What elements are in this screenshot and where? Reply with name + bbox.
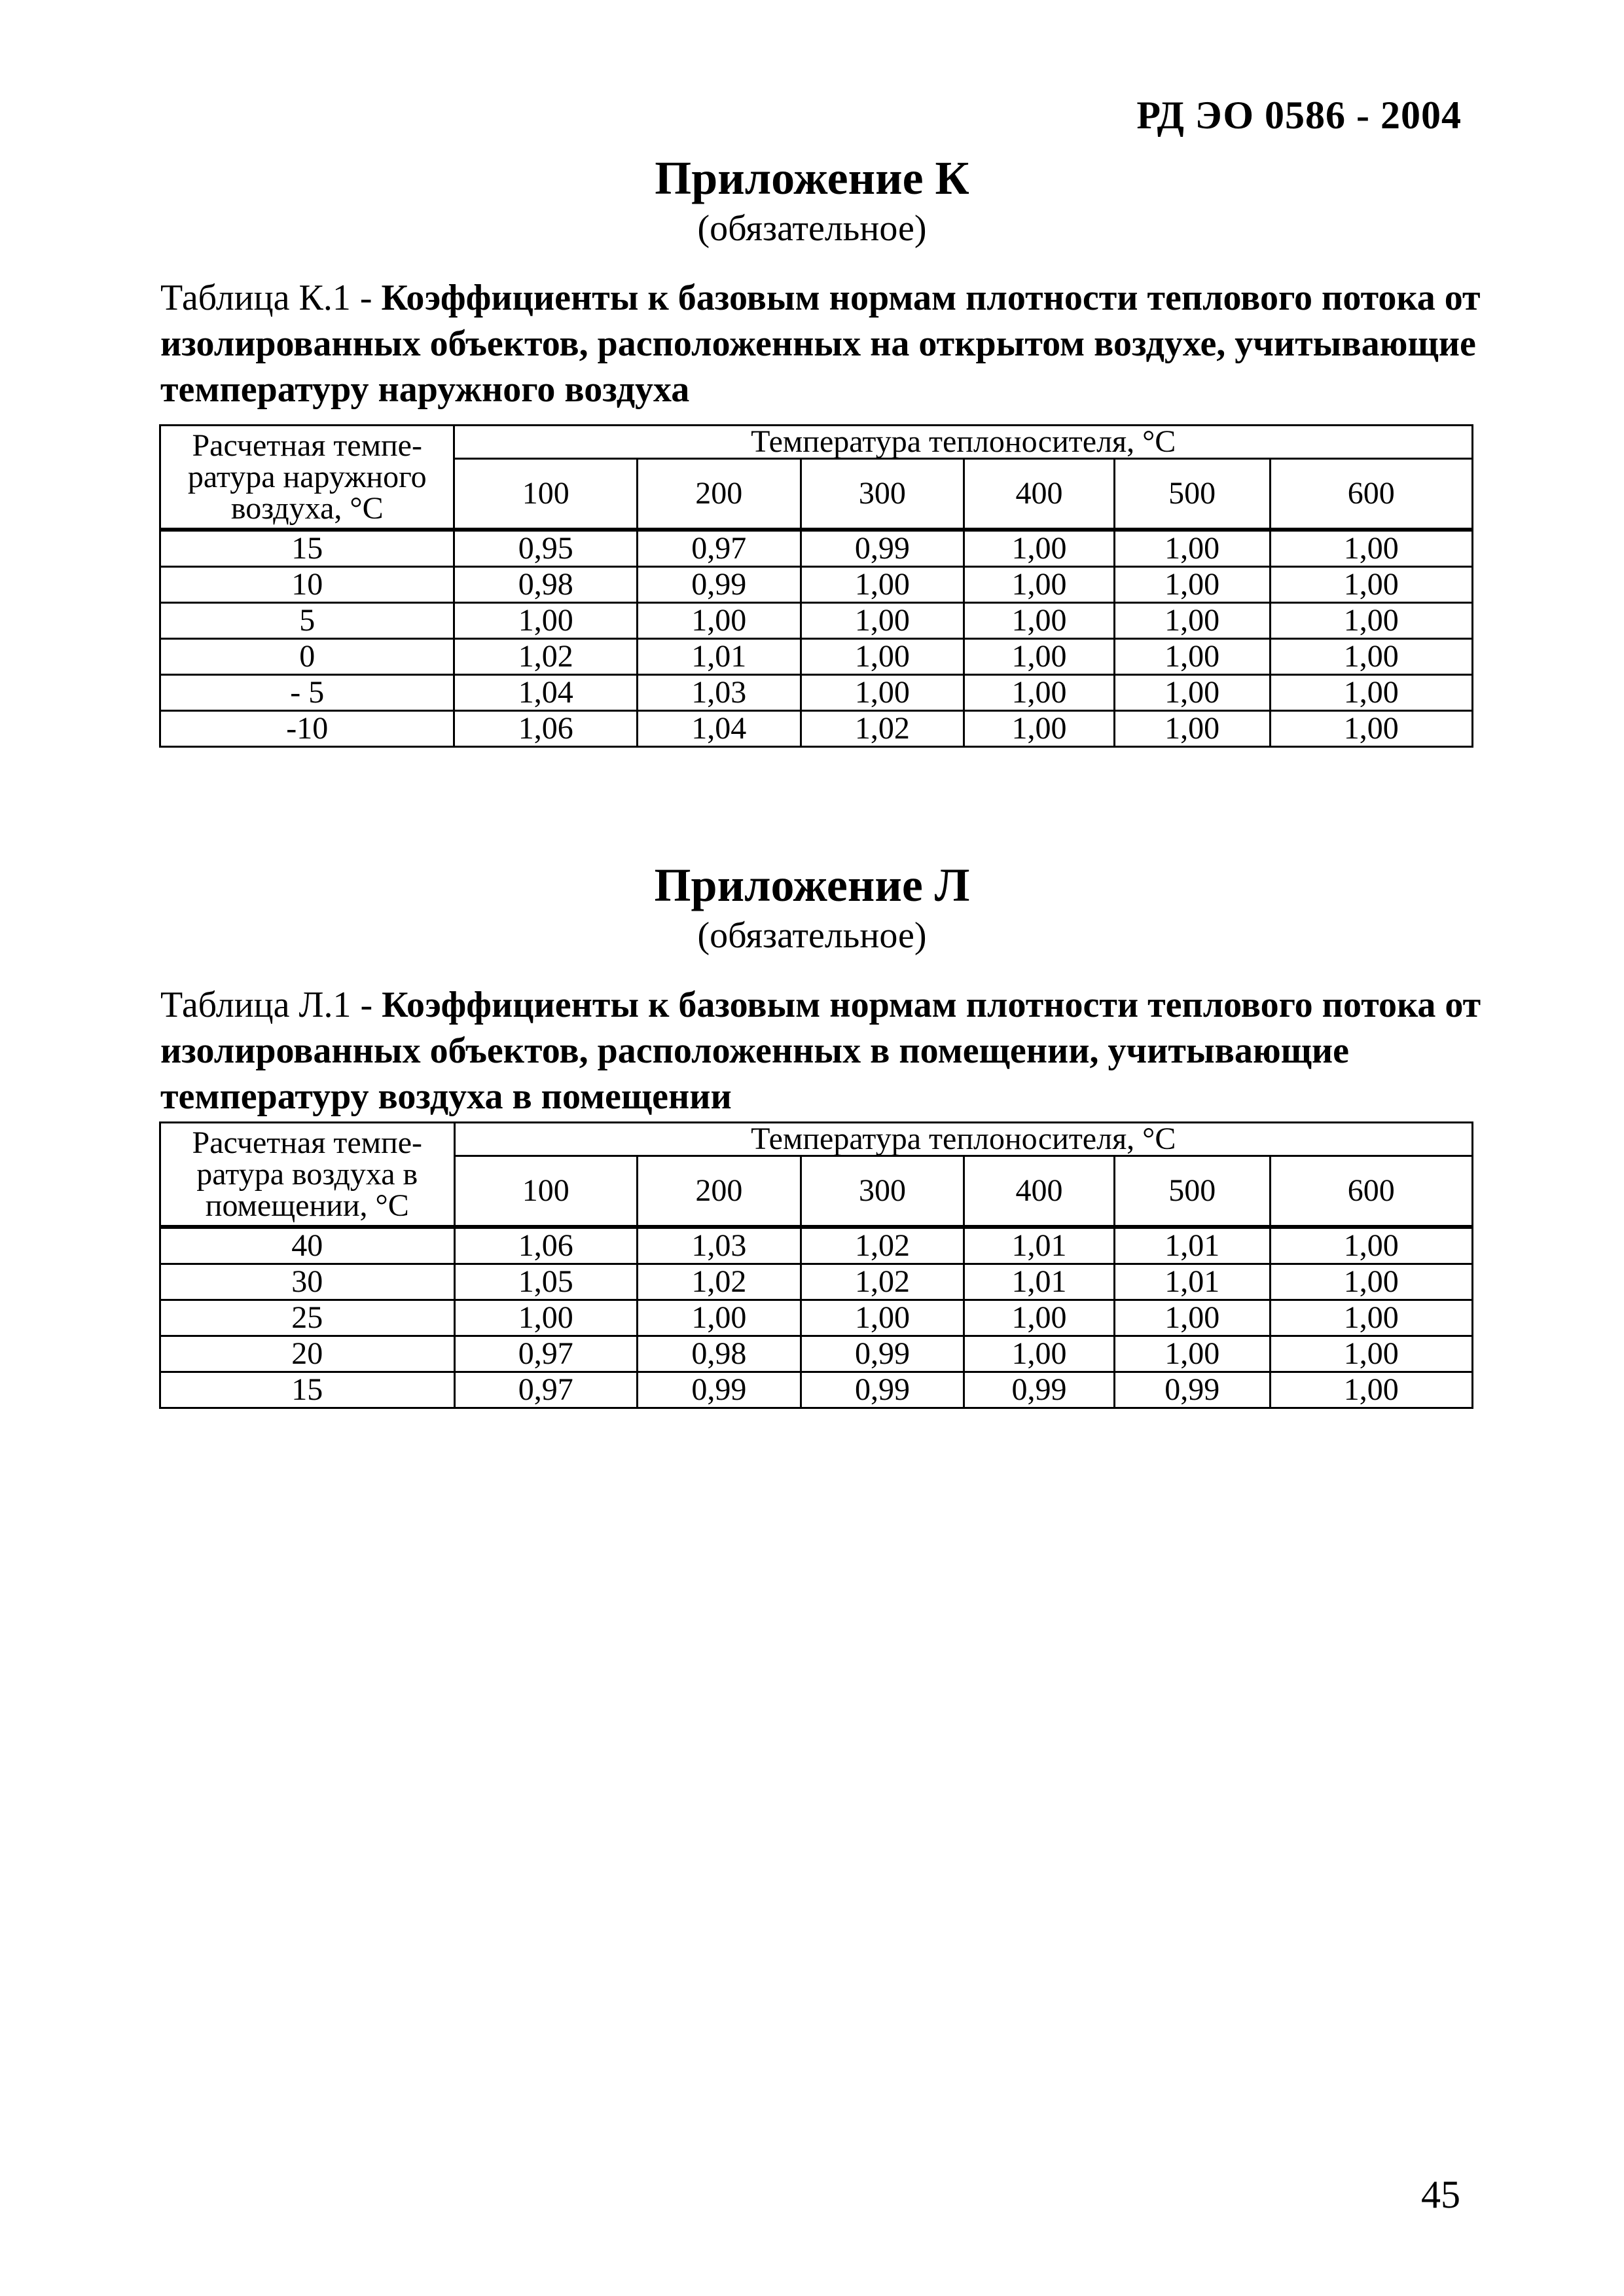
table-cell: 1,02 xyxy=(801,1264,964,1300)
table-row xyxy=(160,603,1473,639)
row-label-cell: - 5 xyxy=(160,675,454,711)
column-header-cell: 600 xyxy=(1270,459,1473,530)
column-header-cell: 200 xyxy=(637,459,801,530)
table-cell: 1,06 xyxy=(454,711,638,747)
table-header-row xyxy=(160,1123,1473,1156)
coefficient-table-k xyxy=(159,424,1473,748)
table-cell: 0,99 xyxy=(964,1372,1115,1408)
table-cell: 0,95 xyxy=(454,530,638,567)
column-header-cell: 100 xyxy=(454,1156,638,1228)
table-cell: 1,02 xyxy=(638,1264,801,1300)
table-cell: 1,01 xyxy=(637,639,801,675)
table-cell: 1,01 xyxy=(1114,1227,1270,1264)
table-cell: 1,03 xyxy=(637,675,801,711)
table-cell: 1,00 xyxy=(1270,1227,1473,1264)
table-l-caption-title: Коэффициенты к базовым нормам плотности теплового потока от изолированных объектов, расположенных в помещении, учитывающие температуру воздуха в помещении xyxy=(160,985,1481,1117)
column-header-cell: 200 xyxy=(638,1156,801,1228)
table-cell: 0,99 xyxy=(801,1336,964,1372)
table-cell: 1,02 xyxy=(454,639,638,675)
table-row xyxy=(160,567,1473,603)
table-cell: 0,97 xyxy=(637,530,801,567)
table-cell: 1,00 xyxy=(638,1300,801,1336)
table-cell: 1,00 xyxy=(454,603,638,639)
table-cell: 0,98 xyxy=(454,567,638,603)
appendix-k-title: Приложение К xyxy=(655,152,969,204)
table-cell: 1,00 xyxy=(1270,530,1473,567)
table-cell: 1,04 xyxy=(454,675,638,711)
row-label-cell: 40 xyxy=(160,1227,455,1264)
table-cell: 1,00 xyxy=(964,1336,1115,1372)
table-cell: 1,01 xyxy=(964,1264,1115,1300)
table-cell: 1,00 xyxy=(1114,1300,1270,1336)
table-cell: 0,99 xyxy=(638,1372,801,1408)
table-cell: 0,97 xyxy=(454,1336,638,1372)
row-label-cell: 5 xyxy=(160,603,454,639)
table-k-caption-prefix: Таблица К.1 - xyxy=(160,278,382,318)
row-label-cell: 25 xyxy=(160,1300,455,1336)
table-row xyxy=(160,1336,1473,1372)
table-cell: 1,00 xyxy=(454,1300,638,1336)
appendix-k-subtitle: (обязательное) xyxy=(697,208,927,249)
row-label-cell: 15 xyxy=(160,530,454,567)
table-cell: 1,00 xyxy=(1270,639,1473,675)
table-cell: 1,00 xyxy=(801,639,964,675)
table-cell: 1,00 xyxy=(1114,1336,1270,1372)
table-cell: 0,98 xyxy=(638,1336,801,1372)
group-header-cell: Температура теплоносителя, °С xyxy=(454,426,1473,459)
appendix-l-subtitle: (обязательное) xyxy=(697,915,927,956)
table-cell: 0,99 xyxy=(801,530,964,567)
table-cell: 1,00 xyxy=(964,530,1115,567)
row-label-cell: 20 xyxy=(160,1336,455,1372)
column-header-cell: 500 xyxy=(1114,1156,1270,1228)
page-number: 45 xyxy=(1421,2173,1460,2216)
table-row xyxy=(160,1227,1473,1264)
table-cell: 1,00 xyxy=(1114,603,1270,639)
table-l-body xyxy=(160,1123,1473,1408)
column-header-cell: 600 xyxy=(1270,1156,1473,1228)
table-cell: 1,00 xyxy=(801,1300,964,1336)
column-header-cell: 400 xyxy=(964,459,1115,530)
row-header-cell: Расчетная темпе- ратура воздуха в помещении, °С xyxy=(160,1123,455,1228)
table-row xyxy=(160,711,1473,747)
table-cell: 1,04 xyxy=(637,711,801,747)
row-label-cell: -10 xyxy=(160,711,454,747)
table-cell: 0,99 xyxy=(1114,1372,1270,1408)
table-cell: 1,00 xyxy=(1270,1336,1473,1372)
appendix-k-heading xyxy=(0,151,1624,251)
table-row xyxy=(160,1372,1473,1408)
table-cell: 1,00 xyxy=(1114,530,1270,567)
table-cell: 1,03 xyxy=(638,1227,801,1264)
table-cell: 1,06 xyxy=(454,1227,638,1264)
table-cell: 1,00 xyxy=(964,1300,1115,1336)
table-cell: 1,00 xyxy=(801,675,964,711)
table-cell: 1,00 xyxy=(964,603,1115,639)
table-cell: 1,00 xyxy=(1114,639,1270,675)
table-l-caption xyxy=(160,982,1483,1120)
table-row xyxy=(160,530,1473,567)
row-header-cell: Расчетная темпе- ратура наружного воздуха, °С xyxy=(160,426,454,530)
table-cell: 1,00 xyxy=(637,603,801,639)
table-cell: 1,00 xyxy=(1270,711,1473,747)
table-header-row xyxy=(160,426,1473,459)
table-cell: 0,99 xyxy=(637,567,801,603)
row-label-cell: 0 xyxy=(160,639,454,675)
group-header-cell: Температура теплоносителя, °С xyxy=(454,1123,1472,1156)
table-cell: 1,00 xyxy=(1114,567,1270,603)
table-cell: 1,00 xyxy=(1270,1264,1473,1300)
table-cell: 1,00 xyxy=(1114,675,1270,711)
table-row xyxy=(160,639,1473,675)
table-k-caption xyxy=(160,275,1483,412)
table-cell: 1,00 xyxy=(801,603,964,639)
column-header-cell: 100 xyxy=(454,459,638,530)
appendix-l-title: Приложение Л xyxy=(654,859,970,911)
table-cell: 1,00 xyxy=(964,711,1115,747)
column-header-cell: 300 xyxy=(801,459,964,530)
table-cell: 1,00 xyxy=(964,675,1115,711)
appendix-l-heading xyxy=(0,858,1624,958)
table-row xyxy=(160,1300,1473,1336)
table-row xyxy=(160,675,1473,711)
table-cell: 1,00 xyxy=(1270,675,1473,711)
table-k-caption-title: Коэффициенты к базовым нормам плотности теплового потока от изолированных объектов, расположенных на открытом воздухе, учитывающие температуру наружного воздуха xyxy=(160,278,1481,410)
column-header-cell: 500 xyxy=(1114,459,1270,530)
table-cell: 1,00 xyxy=(1270,603,1473,639)
table-row xyxy=(160,1264,1473,1300)
document-code: РД ЭО 0586 - 2004 xyxy=(1136,94,1462,137)
table-l-caption-prefix: Таблица Л.1 - xyxy=(160,985,382,1025)
table-cell: 1,00 xyxy=(964,639,1115,675)
column-header-cell: 300 xyxy=(801,1156,964,1228)
table-cell: 1,00 xyxy=(1270,1300,1473,1336)
coefficient-table-l xyxy=(159,1121,1473,1409)
table-cell: 1,05 xyxy=(454,1264,638,1300)
column-header-cell: 400 xyxy=(964,1156,1115,1228)
table-cell: 0,99 xyxy=(801,1372,964,1408)
table-cell: 1,00 xyxy=(964,567,1115,603)
row-label-cell: 15 xyxy=(160,1372,455,1408)
table-cell: 1,02 xyxy=(801,1227,964,1264)
table-cell: 0,97 xyxy=(454,1372,638,1408)
table-cell: 1,00 xyxy=(1114,711,1270,747)
table-k-body xyxy=(160,426,1473,747)
row-label-cell: 10 xyxy=(160,567,454,603)
table-cell: 1,01 xyxy=(1114,1264,1270,1300)
table-cell: 1,00 xyxy=(1270,567,1473,603)
table-cell: 1,00 xyxy=(801,567,964,603)
table-cell: 1,01 xyxy=(964,1227,1115,1264)
table-cell: 1,00 xyxy=(1270,1372,1473,1408)
table-cell: 1,02 xyxy=(801,711,964,747)
row-label-cell: 30 xyxy=(160,1264,455,1300)
